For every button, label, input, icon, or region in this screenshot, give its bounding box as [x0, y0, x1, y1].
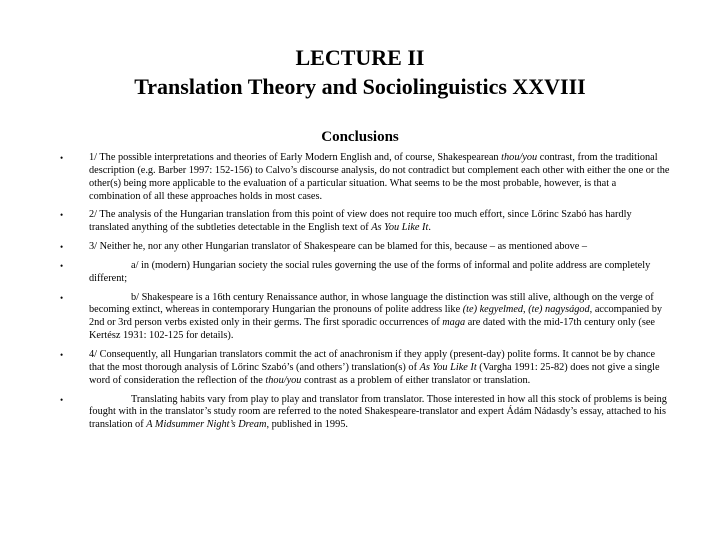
list-item: • 2/ The analysis of the Hungarian translation from this point of view does not require too much effort, since Lőrinc Szabó has hardly translated anything of the subtleties detectable in the English text of As You Like It. — [60, 209, 670, 235]
title-line-1: LECTURE II — [295, 45, 425, 70]
list-item: • Translating habits vary from play to play and translator from translator. Those interested in how all this stock of problems is being fought with in the translator’s study room are referred to the noted Shakespeare-translator and expert Ádám Nádasdy’s essay, attached to his translation of A Midsummer Night’s Dream, published in 1995. — [60, 394, 670, 433]
conclusions-list — [60, 152, 670, 438]
list-item: • 3/ Neither he, nor any other Hungarian translator of Shakespeare can be blamed for this, because – as mentioned above – — [60, 241, 670, 254]
list-item: • a/ in (modern) Hungarian society the social rules governing the use of the forms of informal and polite address are completely different; — [60, 260, 670, 286]
section-title: Conclusions — [321, 129, 399, 145]
list-item: • 4/ Consequently, all Hungarian translators commit the act of anachronism if they apply (present-day) polite forms. It cannot be by chance that the most thorough analysis of Lőrinc Szabó’s (and others’) translation(s) of As You Like It (Vargha 1991: 25-82) does not give a single word of consideration the reflection of the thou/you contrast as a problem of either translator or translation. — [60, 349, 670, 388]
list-item: • 1/ The possible interpretations and theories of Early Modern English and, of course, Shakespearean thou/you contrast, from the traditional description (e.g. Barber 1997: 152-156) to Calvo’s discourse analysis, do not contradict but complement each other with either the one or the other(s) being more applicable to the evaluation of a particular situation. What seems to be the most probable, however, is that a combination of all these approaches holds in most cases. — [60, 152, 670, 203]
list-item: • b/ Shakespeare is a 16th century Renaissance author, in whose language the distinction was still alive, although on the verge of becoming extinct, whereas in contemporary Hungarian the pronouns of polite address like (te) kegyelmed, (te) nagyságod, accompanied by 2nd or 3rd person verbs existed only in their germs. The first sporadic occurrences of maga are dated with the mid-17th century only (see Kertész 1931: 102-125 for details). — [60, 292, 670, 343]
title-line-2: Translation Theory and Sociolinguistics XXVIII — [134, 74, 586, 99]
lecture-title — [0, 43, 720, 101]
